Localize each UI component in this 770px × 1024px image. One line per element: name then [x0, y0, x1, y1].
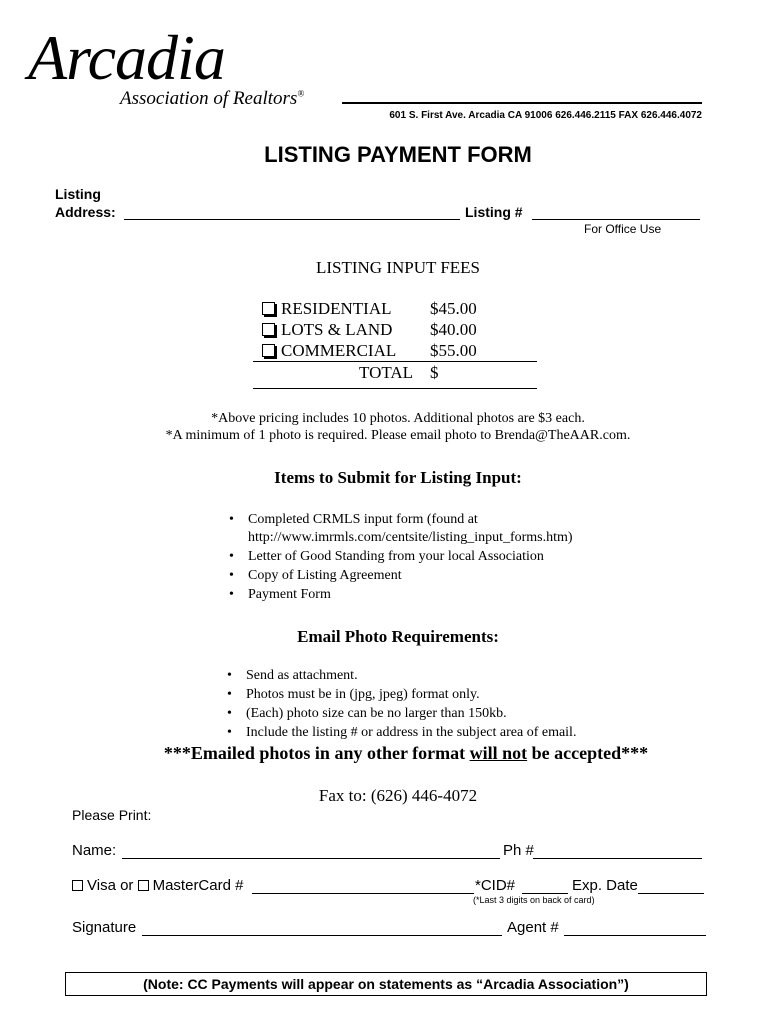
listing-number-field[interactable] — [532, 219, 700, 220]
list-item: • Send as attachment. — [227, 668, 358, 683]
fee-row-residential[interactable] — [262, 299, 391, 319]
list-item: • Completed CRMLS input form (found at — [229, 512, 478, 527]
footer-note-box — [65, 972, 707, 996]
mastercard-label: MasterCard # — [152, 877, 244, 894]
fee-label: COMMERCIAL — [281, 341, 397, 360]
list-item-continued: http://www.imrmls.com/centsite/listing_input_forms.htm) — [248, 530, 573, 545]
logo-main: Arcadia — [28, 22, 225, 93]
fees-divider — [253, 361, 537, 362]
listing-label: Listing — [55, 186, 101, 202]
total-rule — [253, 388, 537, 389]
name-field[interactable] — [122, 858, 500, 859]
fax-number: Fax to: (626) 446-4072 — [318, 786, 478, 805]
fee-price: $45.00 — [430, 299, 477, 318]
list-item: • Include the listing # or address in the subject area of email. — [227, 725, 577, 740]
visa-label: Visa or — [87, 877, 134, 894]
checkbox-icon[interactable] — [262, 323, 275, 336]
visa-checkbox[interactable] — [72, 880, 83, 891]
fees-heading: LISTING INPUT FEES — [315, 258, 481, 277]
list-item: • (Each) photo size can be no larger than 150kb. — [227, 706, 507, 721]
phone-label: Ph # — [503, 842, 534, 859]
list-item: • Letter of Good Standing from your local Association — [229, 549, 544, 564]
office-use-note: For Office Use — [584, 222, 662, 236]
phone-field[interactable] — [533, 858, 702, 859]
pricing-note: *Above pricing includes 10 photos. Additional photos are $3 each. — [211, 411, 585, 426]
list-item: • Photos must be in (jpg, jpeg) format only. — [227, 687, 480, 702]
checkbox-icon[interactable] — [262, 344, 275, 357]
registered-mark: ® — [297, 88, 305, 99]
fee-label: LOTS & LAND — [281, 320, 393, 339]
cid-field[interactable] — [522, 893, 568, 894]
fee-row-lots-land[interactable] — [262, 320, 392, 340]
listing-number-label: Listing # — [465, 204, 523, 220]
fee-row-commercial[interactable] — [262, 341, 396, 361]
total-value[interactable]: $ — [430, 363, 439, 382]
org-address: 601 S. First Ave. Arcadia CA 91006 626.446.2115 FAX 626.446.4072 — [389, 110, 702, 121]
total-label: TOTAL — [359, 363, 414, 382]
format-warning: ***Emailed photos in any other format will not be accepted*** — [163, 743, 649, 763]
address-label: Address: — [55, 204, 116, 220]
header-rule — [342, 102, 702, 104]
logo-sub: Association of Realtors — [120, 88, 298, 109]
fee-price: $40.00 — [430, 320, 477, 339]
agent-label: Agent # — [507, 919, 559, 936]
fee-price: $55.00 — [430, 341, 477, 360]
photo-note: *A minimum of 1 photo is required. Please email photo to Brenda@TheAAR.com. — [165, 428, 631, 443]
fee-label: RESIDENTIAL — [281, 299, 392, 318]
cid-note: (*Last 3 digits on back of card) — [473, 895, 595, 905]
card-type-row — [72, 877, 243, 894]
agent-field[interactable] — [564, 935, 706, 936]
checkbox-icon[interactable] — [262, 302, 275, 315]
please-print-label: Please Print: — [72, 807, 152, 823]
signature-field[interactable] — [142, 935, 502, 936]
address-field[interactable] — [124, 219, 460, 220]
exp-date-label: Exp. Date — [572, 877, 638, 894]
list-item: • Copy of Listing Agreement — [229, 568, 402, 583]
card-number-field[interactable] — [252, 893, 474, 894]
name-label: Name: — [72, 842, 117, 859]
page-title: LISTING PAYMENT FORM — [264, 142, 532, 167]
email-heading: Email Photo Requirements: — [297, 627, 499, 646]
mastercard-checkbox[interactable] — [138, 880, 149, 891]
list-item: • Payment Form — [229, 587, 331, 602]
footer-note: (Note: CC Payments will appear on statements as “Arcadia Association”) — [143, 976, 629, 992]
items-heading: Items to Submit for Listing Input: — [274, 468, 522, 487]
signature-label: Signature — [72, 919, 137, 936]
exp-date-field[interactable] — [638, 893, 704, 894]
cid-label: *CID# — [475, 877, 516, 894]
logo-sub-wrap — [120, 88, 304, 110]
